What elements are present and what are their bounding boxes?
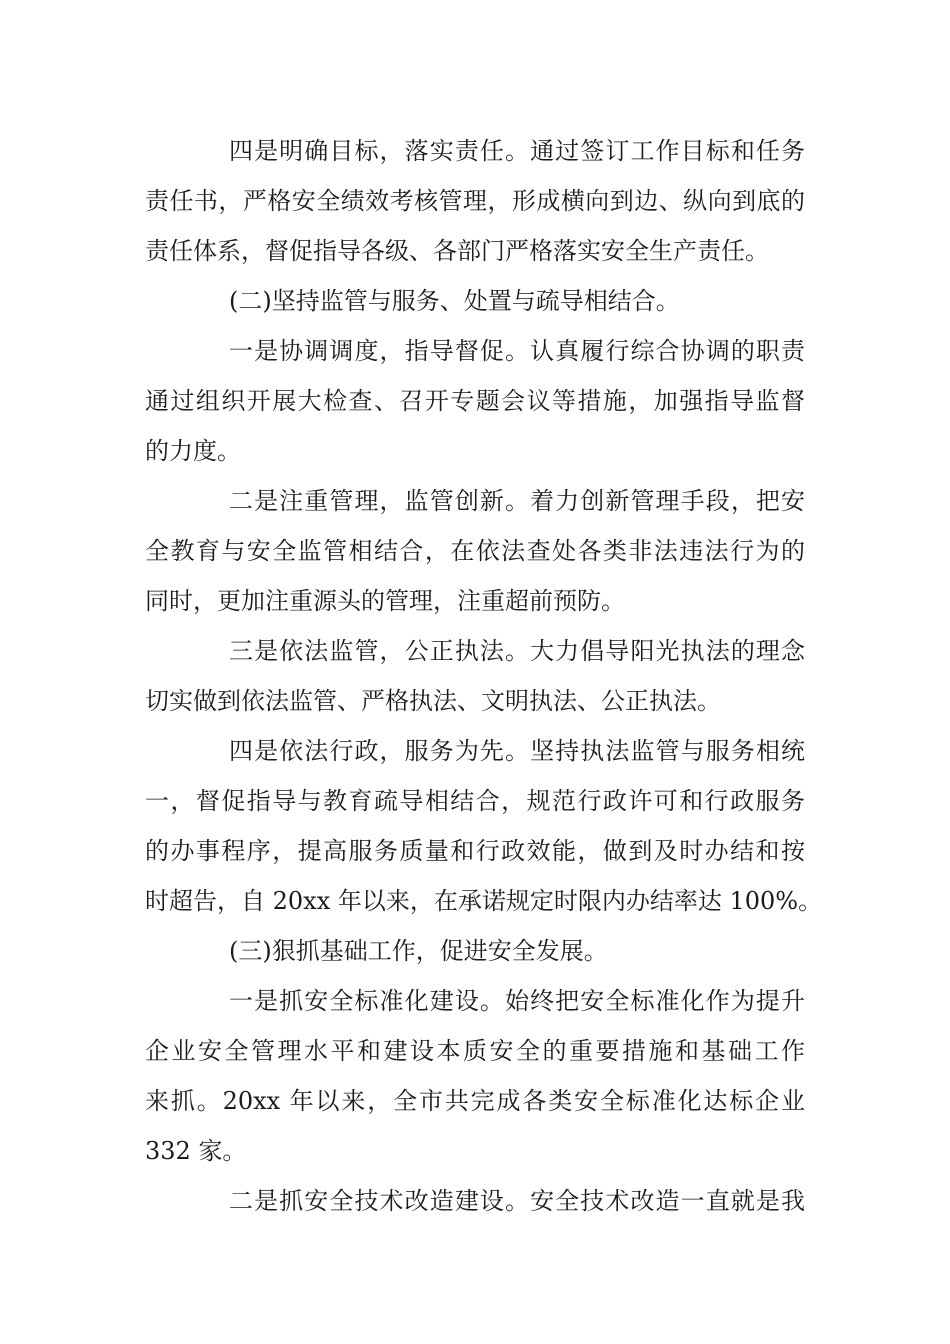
paragraph-line: 责任体系，督促指导各级、各部门严格落实安全生产责任。: [145, 237, 769, 265]
paragraph-line: 一是抓安全标准化建设。始终把安全标准化作为提升: [229, 987, 805, 1015]
paragraph-line: 时超告，自 20xx 年以来，在承诺规定时限内办结率达 100%。: [145, 887, 823, 915]
paragraph-line: 三是依法监管，公正执法。大力倡导阳光执法的理念: [229, 637, 805, 665]
paragraph-line: 一是协调调度，指导督促。认真履行综合协调的职责: [229, 337, 805, 365]
paragraph-line: 通过组织开展大检查、召开专题会议等措施，加强指导监督: [145, 387, 805, 415]
section-heading: (二)坚持监管与服务、处置与疏导相结合。: [229, 287, 680, 315]
paragraph-line: 四是依法行政，服务为先。坚持执法监管与服务相统: [229, 737, 805, 765]
paragraph-line: 来抓。20xx 年以来，全市共完成各类安全标准化达标企业: [145, 1087, 805, 1115]
paragraph-line: 的办事程序，提高服务质量和行政效能，做到及时办结和按: [145, 837, 805, 865]
paragraph-line: 的力度。: [145, 437, 241, 465]
paragraph-line: 同时，更加注重源头的管理，注重超前预防。: [145, 587, 625, 615]
paragraph-line: 二是抓安全技术改造建设。安全技术改造一直就是我: [229, 1187, 805, 1215]
paragraph-line: 四是明确目标，落实责任。通过签订工作目标和任务: [229, 137, 805, 165]
paragraph-line: 一，督促指导与教育疏导相结合，规范行政许可和行政服务: [145, 787, 805, 815]
paragraph-line: 332 家。: [145, 1137, 247, 1165]
paragraph-line: 二是注重管理，监管创新。着力创新管理手段，把安: [229, 487, 805, 515]
paragraph-line: 责任书，严格安全绩效考核管理，形成横向到边、纵向到底的: [145, 187, 805, 215]
paragraph-line: 全教育与安全监管相结合，在依法查处各类非法违法行为的: [145, 537, 805, 565]
paragraph-line: 切实做到依法监管、严格执法、文明执法、公正执法。: [145, 687, 721, 715]
paragraph-line: 企业安全管理水平和建设本质安全的重要措施和基础工作: [145, 1037, 805, 1065]
section-heading: (三)狠抓基础工作，促进安全发展。: [229, 937, 608, 965]
